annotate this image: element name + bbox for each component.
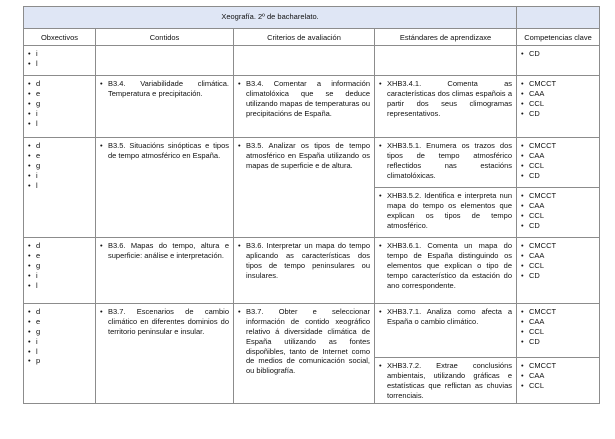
standard-text: • XHB3.6.1. Comenta un mapa do tempo de España distinguindo os elementos que explican o tipo de tempo característico da estación do ano correspondente.	[379, 241, 512, 290]
objective-item: • g	[28, 261, 91, 271]
table-title: Xeografía. 2º de bacharelato.	[24, 7, 517, 29]
objectives-list	[28, 307, 91, 366]
objectives-list	[28, 49, 91, 69]
content-text: • B3.6. Mapas do tempo, altura e superficie: análise e interpretación.	[100, 241, 229, 261]
header-objectives: Obxectivos	[24, 29, 96, 46]
objectives-cell	[24, 76, 96, 138]
standard-text: • XHB3.4.1. Comenta as características dos climas españois a partir dos seus climogramas representativos.	[379, 79, 512, 119]
objective-item: • g	[28, 99, 91, 109]
criterion-text: • B3.4. Comentar a información climatolóxica que se deduce utilizando mapas de temperaturas ou precipitacións de España.	[238, 79, 370, 119]
header-competences: Competencias clave	[517, 29, 600, 46]
competences-cell	[517, 138, 600, 188]
objectives-cell	[24, 304, 96, 404]
competences-cell	[517, 238, 600, 304]
competence-item: • CAA	[521, 151, 595, 161]
standard-text: • XHB3.5.2. Identifica e interpreta nun mapa do tempo os elementos que explican os tipos de tempo atmosférico.	[379, 191, 512, 231]
objective-item: • i	[28, 49, 91, 59]
objective-item: • d	[28, 307, 91, 317]
objective-item: • i	[28, 337, 91, 347]
header-standards: Estándares de aprendizaxe	[375, 29, 517, 46]
standard-text: • XHB3.7.1. Analiza como afecta a España o cambio climático.	[379, 307, 512, 327]
criteria-cell	[234, 304, 375, 404]
standard-text: • XHB3.5.1. Enumera os trazos dos tipos de tempo atmosférico reflectidos nas estacións climatolóxicas.	[379, 141, 512, 181]
competence-item: • CD	[521, 171, 595, 181]
criteria-cell	[234, 238, 375, 304]
competence-item: • CCL	[521, 99, 595, 109]
objective-item: • d	[28, 241, 91, 251]
criterion-text: • B3.7. Obter e seleccionar información de contido xeográfico relativo á diversidade climática de España utilizando as fontes dispoñibles, tanto de Internet como de medios de comunicación social, ou bibliografía.	[238, 307, 370, 376]
competences-cell	[517, 358, 600, 404]
objectives-list	[28, 141, 91, 190]
competence-item: • CMCCT	[521, 141, 595, 151]
criteria-cell	[234, 46, 375, 76]
competence-item: • CD	[521, 221, 595, 231]
title-row	[24, 7, 600, 29]
competences-list	[521, 241, 595, 281]
objective-item: • g	[28, 327, 91, 337]
criterion-text: • B3.6. Interpretar un mapa do tempo aplicando as características dos tipos de tempo peninsulares ou insulares.	[238, 241, 370, 281]
criteria-cell	[234, 138, 375, 238]
competences-list	[521, 191, 595, 231]
standards-cell	[375, 304, 517, 358]
standards-cell	[375, 188, 517, 238]
competences-list	[521, 307, 595, 347]
competence-item: • CAA	[521, 317, 595, 327]
competence-item: • CAA	[521, 201, 595, 211]
objective-item: • g	[28, 161, 91, 171]
competence-item: • CD	[521, 109, 595, 119]
competence-item: • CMCCT	[521, 241, 595, 251]
contents-cell	[96, 238, 234, 304]
competence-item: • CD	[521, 337, 595, 347]
title-corner	[517, 7, 600, 29]
contents-cell	[96, 304, 234, 404]
content-text: • B3.7. Escenarios de cambio climático en diferentes dominios do territorio peninsular e insular.	[100, 307, 229, 337]
competences-cell	[517, 188, 600, 238]
competences-list	[521, 49, 595, 59]
competence-item: • CAA	[521, 371, 595, 381]
objective-item: • l	[28, 181, 91, 191]
objectives-cell	[24, 138, 96, 238]
curriculum-table	[23, 6, 600, 404]
objective-item: • p	[28, 356, 91, 366]
competence-item: • CMCCT	[521, 79, 595, 89]
competence-item: • CAA	[521, 89, 595, 99]
competence-item: • CCL	[521, 161, 595, 171]
competence-item: • CMCCT	[521, 307, 595, 317]
competence-item: • CCL	[521, 381, 595, 391]
criteria-cell	[234, 76, 375, 138]
objective-item: • e	[28, 317, 91, 327]
objective-item: • l	[28, 281, 91, 291]
standards-cell	[375, 46, 517, 76]
competence-item: • CAA	[521, 251, 595, 261]
header-criteria: Criterios de avaliación	[234, 29, 375, 46]
objective-item: • l	[28, 119, 91, 129]
objective-item: • l	[28, 59, 91, 69]
objective-item: • l	[28, 347, 91, 357]
competences-cell	[517, 76, 600, 138]
criterion-text: • B3.5. Analizar os tipos de tempo atmosférico en España utilizando os mapas de superficie e de altura.	[238, 141, 370, 171]
standards-cell	[375, 238, 517, 304]
standards-cell	[375, 138, 517, 188]
objectives-cell	[24, 238, 96, 304]
objective-item: • e	[28, 89, 91, 99]
competence-item: • CCL	[521, 211, 595, 221]
objective-item: • e	[28, 151, 91, 161]
objective-item: • i	[28, 271, 91, 281]
content-text: • B3.5. Situacións sinópticas e tipos de tempo atmosférico en España.	[100, 141, 229, 161]
table-row	[24, 46, 600, 76]
table-row	[24, 238, 600, 304]
competence-item: • CD	[521, 49, 595, 59]
header-row	[24, 29, 600, 46]
contents-cell	[96, 46, 234, 76]
competence-item: • CCL	[521, 327, 595, 337]
objective-item: • e	[28, 251, 91, 261]
competences-list	[521, 141, 595, 181]
objective-item: • d	[28, 141, 91, 151]
standards-cell	[375, 76, 517, 138]
competence-item: • CD	[521, 271, 595, 281]
objectives-list	[28, 79, 91, 128]
table-row	[24, 304, 600, 358]
competences-list	[521, 361, 595, 391]
contents-cell	[96, 138, 234, 238]
competence-item: • CMCCT	[521, 361, 595, 371]
objectives-list	[28, 241, 91, 290]
objective-item: • i	[28, 171, 91, 181]
competence-item: • CMCCT	[521, 191, 595, 201]
competence-item: • CCL	[521, 261, 595, 271]
table-row	[24, 76, 600, 138]
competences-list	[521, 79, 595, 119]
standards-cell	[375, 358, 517, 404]
contents-cell	[96, 76, 234, 138]
content-text: • B3.4. Variabilidade climática. Temperatura e precipitación.	[100, 79, 229, 99]
standard-text: • XHB3.7.2. Extrae conclusións ambientais, utilizando gráficas e estatísticas que reflictan as chuvias torrenciais.	[379, 361, 512, 401]
competences-cell	[517, 304, 600, 358]
competences-cell	[517, 46, 600, 76]
objective-item: • i	[28, 109, 91, 119]
objective-item: • d	[28, 79, 91, 89]
objectives-cell	[24, 46, 96, 76]
table-row	[24, 138, 600, 188]
header-contents: Contidos	[96, 29, 234, 46]
